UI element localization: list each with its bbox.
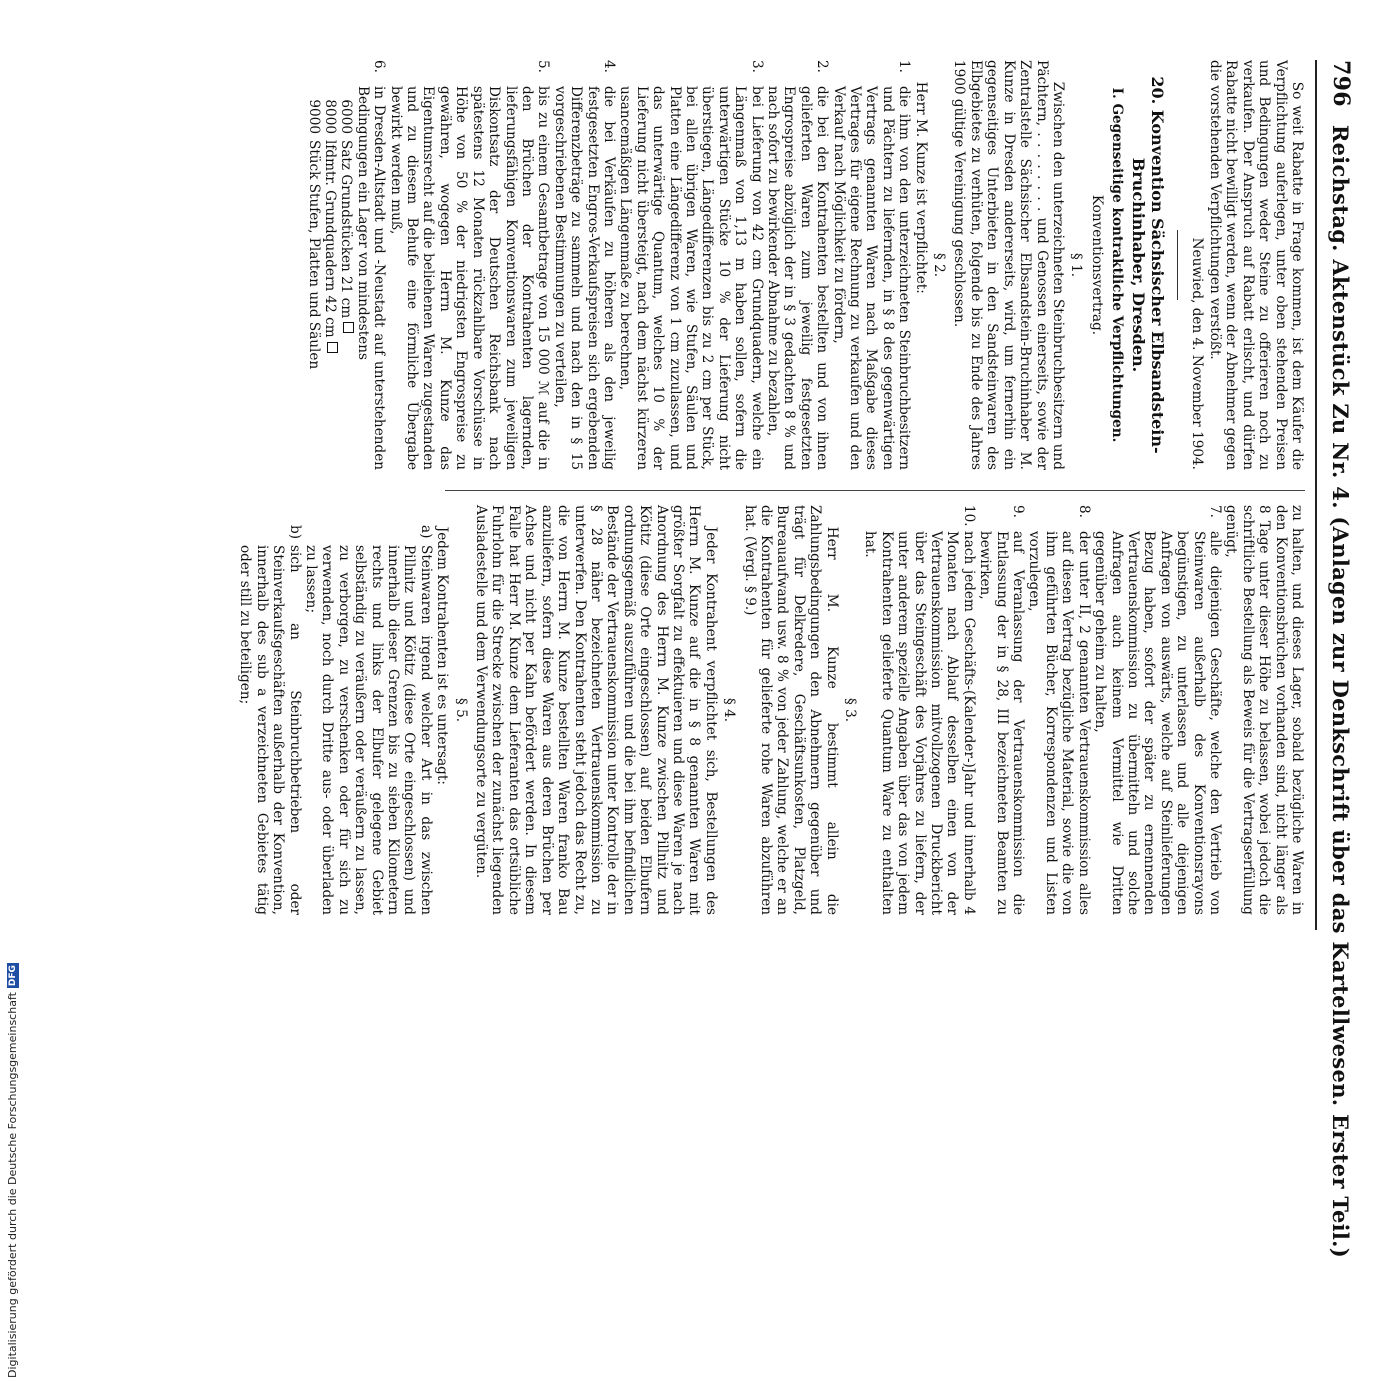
- right-column: [237, 505, 1305, 915]
- paragraph-label-4: § 4.: [721, 697, 738, 723]
- sub-list-item-number: b): [286, 525, 303, 540]
- prohibition-list: [237, 505, 434, 915]
- paragraph-1-text: Zwischen den unterzeichneten Steinbruchbesitzern und Pächtern, . . . . . . . . und Genossen einerseits, sowie der Zentralstelle Sächsischer Elbsandstein-Bruchinhaber M. Kunze in Dresden andererseits, wird, um fernerhin ein gegenseitiges Unterbieten in den Sandsteinwaren des Elbgebietes zu verhüten, folgende bis zu Ende des Jahres 1900 gültige Vereinigung geschlossen.: [951, 60, 1066, 470]
- header-rule: [1315, 60, 1317, 930]
- list-item-number: 6.: [371, 60, 388, 73]
- quantity-amount: 9000: [305, 99, 322, 134]
- digitization-credit: [6, 965, 19, 1378]
- list-item: [551, 60, 617, 470]
- quantity-list: [305, 60, 354, 470]
- list-item-text: bei Lieferung von 42 cm Grundquadern, welche ein Längenmaß von 1,13 m haben sollen, sofern die unterwärtigen Stücke 10 % der Lieferung nicht überstiegen, Längedifferenzen bis zu 2 cm per Stück, bei allen übrigen Waren, wie Stufen, Säulen und Platten eine Längedifferenz von 1 cm zuzulassen, und das unterwärtige Quantum, welches 10 % der Lieferung nicht übersteigt, nach dem nächst kürzeren usancemäßigen Längenmaße zu berechnen,: [617, 86, 765, 470]
- list-item: [617, 60, 765, 470]
- square-symbol-icon: [327, 342, 338, 353]
- paragraph-4-text: Jeder Kontrahent verpflichtet sich, Bestellungen des Herrn M. Kunze auf die in § 8 genannten Waren mit größter Sorgfalt zu effektuieren und diese Waren je nach Anordnung des Herrn M. Kunze zwischen Pillnitz und Kötitz (diese Orte eingeschlossen) auf beiden Elbufern ordnungsgemäß auszuführen und die bei ihm befindlichen Bestände der Vertrauenskommission unter Kontrolle der in § 28 näher bezeichneten Vertrauenskommission zu unterwerfen. Den Kontrahenten steht jedoch das Recht zu, die von Herrn M. Kunze bestellten Waren franko Bau anzuliefern, sofern diese Waren aus deren Brüchen per Achse und nicht per Kahn befördert werden. In diesem Falle hat Herr M. Kunze dem Lieferanten das ortsübliche Fuhrlohn für die Strecke zwischen der zunächst liegenden Ausladestelle und dem Verwendungsorte zu vergüten.: [473, 505, 719, 915]
- credit-text: Digitalisierung gefördert durch die Deutsche Forschungsgemeinschaft: [6, 992, 19, 1378]
- sub-list-item-text: Steinwaren irgend welcher Art in das zwischen Pillnitz und Kötitz (diese Orte eingeschlossen) und innerhalb dieser Grenzen bis zu sieben Kilometern rechts und links der Elbufer gelegene Gebiet selbständig zu veräußern oder veräußern zu lassen, zu verborgen, zu verschenken oder für sich zu verwenden, noch durch Dritte aus- oder überladen zu lassen;: [303, 545, 434, 915]
- list-item-text: in Dresden-Altstadt und -Neustadt auf unterstehenden Bedingungen ein Lager von mindestens: [354, 86, 388, 470]
- quantity-row: [338, 74, 354, 470]
- intro-paragraph: So weit Rabatte in Frage kommen, ist dem Käufer die Verpflichtung auferlegen, unter oben stehenden Preisen und Bedingungen weder Steine zu offerieren noch zu verkaufen. Der Anspruch auf Rabatt erlischt, und dürfen Rabatte nicht bewilligt werden, wenn der Abnehmer gegen die vorstehenden Verpflichtungen verstößt.: [1206, 60, 1305, 470]
- paragraph-5-lead: Jedem Kontrahenten ist es untersagt:: [434, 526, 451, 785]
- sub-list-item: [237, 525, 303, 915]
- list-item-number: 5.: [535, 60, 552, 73]
- list-item-text: die bei Verkäufen zu höheren als den jeweilig festgesetzten Engros-Verkaufspreisen sich ergebenden Differenzbeträge zu sammeln und nach den in § 15 vorgeschriebenen Bestimmungen zu verteilen,: [551, 86, 617, 470]
- page-running-title: Reichstag. Aktenstück Zu Nr. 4. (Anlagen zur Denkschrift über das Kartellwesen. Erster Teil.): [1328, 124, 1354, 1259]
- list-item-number: 10.: [960, 505, 977, 527]
- quantity-amount: 8000: [322, 99, 339, 134]
- list-item-number: 8.: [1075, 505, 1092, 518]
- obligation-list: [354, 60, 912, 470]
- list-item-number: 7.: [1206, 505, 1223, 518]
- place-date: Neuwied, den 4. November 1904.: [1188, 237, 1205, 470]
- dfg-logo: DFG: [7, 965, 18, 987]
- list-item-text: alle diejenigen Geschäfte, welche den Vertrieb von Steinwaren außerhalb des Konventionsrayons begünstigen, zu unterlassen und alle diejenigen Anfragen von auswärts, welche auf Steinlieferungen Bezug haben, sofort der später zu ernennenden Vertrauenskommission zu übermitteln und solche Anfragen auch keinem Vermittel wie Dritten gegenüber geheim zu halten,: [1092, 531, 1223, 915]
- list-item-text: der unter II, 2 genannten Vertrauenskommission alles auf diesen Vertrag bezügliche Material, sowie die von ihm geführten Bücher, Korrespondenzen und Listen vorzulegen,: [1026, 531, 1092, 915]
- list-item: [354, 60, 387, 470]
- list-item-number: 1.: [896, 60, 913, 73]
- list-item: [862, 505, 977, 915]
- section-heading: 20. Konvention Sächsischer Elbsandstein-Bruchinhaber, Dresden.: [1129, 76, 1168, 454]
- quantity-row: [322, 74, 338, 470]
- list-item-text: die bei den Kontrahenten bestellten und von ihnen gelieferten Waren zum jeweilig festgesetzten Engrospreise abzüglich der in § 3 gedachten 8 % und nach sofort zu bewirkender Abnahme zu bezahlen,: [765, 86, 831, 470]
- paragraph-label-2: § 2.: [931, 252, 948, 278]
- list-item-number: 4.: [600, 60, 617, 73]
- list-item: [765, 60, 831, 470]
- quantity-amount: 6000: [338, 99, 355, 134]
- page-header: [1321, 60, 1361, 1259]
- contract-title: Konventionsvertrag.: [1088, 194, 1105, 336]
- column-divider: [445, 490, 1305, 491]
- sub-list-item: [303, 525, 434, 915]
- quantity-description: Stück Stufen, Platten und Säulen: [305, 140, 322, 370]
- list-item-text: bis zu einem Gesamtbetrage von 15 000 ℳ auf die in den Brüchen der Kontrahenten lagernden, lieferungsfähigen Konventionswaren zum jeweiligen Diskontsatz der Deutschen Reichsbank nach spätestens 12 Monaten rückzahlbare Vorschüsse in Höhe von 50 % der niedrigsten Engrospreise zu gewähren, wogegen Herrn M. Kunze das Eigentumsrecht auf die beliehenen Waren zugestanden und zu diesem Behufe eine förmliche Übergabe bewirkt werden muß,: [387, 86, 552, 470]
- list-item: [1026, 505, 1092, 915]
- list-item-number: 2.: [814, 60, 831, 73]
- paragraph-label-1: § 1.: [1068, 252, 1085, 278]
- quantity-description: Satz Grundstücken 21 cm: [338, 140, 355, 319]
- separator: [1177, 230, 1178, 300]
- list-item: [977, 505, 1026, 915]
- list-item: [1092, 505, 1223, 915]
- square-symbol-icon: [343, 322, 354, 333]
- paragraph-2-lead: Herr M. Kunze ist verpflichtet:: [912, 81, 929, 294]
- paragraph-label-5: § 5.: [452, 697, 469, 723]
- page-number: 796: [1328, 60, 1354, 107]
- section-subheading: I. Gegenseitige kontraktliche Verpflichtungen.: [1109, 87, 1126, 443]
- list-item: [387, 60, 551, 470]
- list-item: [830, 60, 912, 470]
- quantity-description: lfdmtr. Grundquadern 42 cm: [322, 140, 339, 338]
- list-item-number: 3.: [748, 60, 765, 73]
- obligation-list-continued: [862, 505, 1223, 915]
- paragraph-3-text: Herr M. Kunze bestimmt allein die Zahlungsbedingungen den Abnehmern gegenüber und trägt für Delkredere, Geschäftsunkosten, Platzgeld, Bureauaufwand usw. 8 % von jeder Zahlung, welche er an die Kontrahenten für gelieferte rohe Waren abzuführen hat. (Vergl. § 9.): [741, 505, 840, 915]
- list-item-text: auf Veranlassung der Vertrauenskommission die Entlassung der in § 28, III bezeichneten Beamten zu bewirken,: [977, 531, 1027, 915]
- quantity-row: [305, 74, 321, 470]
- paragraph-label-3: § 3.: [842, 697, 859, 723]
- sub-list-item-number: a): [417, 525, 434, 539]
- list-item-number: 9.: [1010, 505, 1027, 518]
- left-column: [305, 60, 1305, 470]
- list-item-text: die ihm von den unterzeichneten Steinbruchbesitzern und Pächtern zu liefernden, in § 8 des gegenwärtigen Vertrags genannten Waren nach Maßgabe dieses Vertrages für eigene Rechnung zu verkaufen und den Verkauf nach Möglichkeit zu fördern,: [830, 86, 913, 470]
- list-item-text: nach jedem Geschäfts-(Kalender-)Jahr und innerhalb 4 Monaten nach Ablauf desselben einen von der Vertrauenskommission mitvollzogenen Druckbericht über das Steingeschäft des Vorjahres zu liefern, der unter anderem spezielle Angaben über das von jedem Kontrahenten gelieferte Quantum Ware zu enthalten hat.: [862, 531, 977, 915]
- sub-list-item-text: sich an Steinbruchbetrieben oder Steinverkaufsgeschäften außerhalb der Konvention, innerhalb des sub a verzeichneten Gebietes tätig oder still zu beteiligen;: [237, 545, 303, 915]
- continued-text: zu halten, und dieses Lager, sobald bezügliche Waren in den Konventionsbrüchen vorhanden sind, nicht länger als 8 Tage unter dieser Höhe zu belassen, wobei jedoch die schriftliche Bestellung als Beweis für die Vertragserfüllung genügt,: [1223, 505, 1305, 915]
